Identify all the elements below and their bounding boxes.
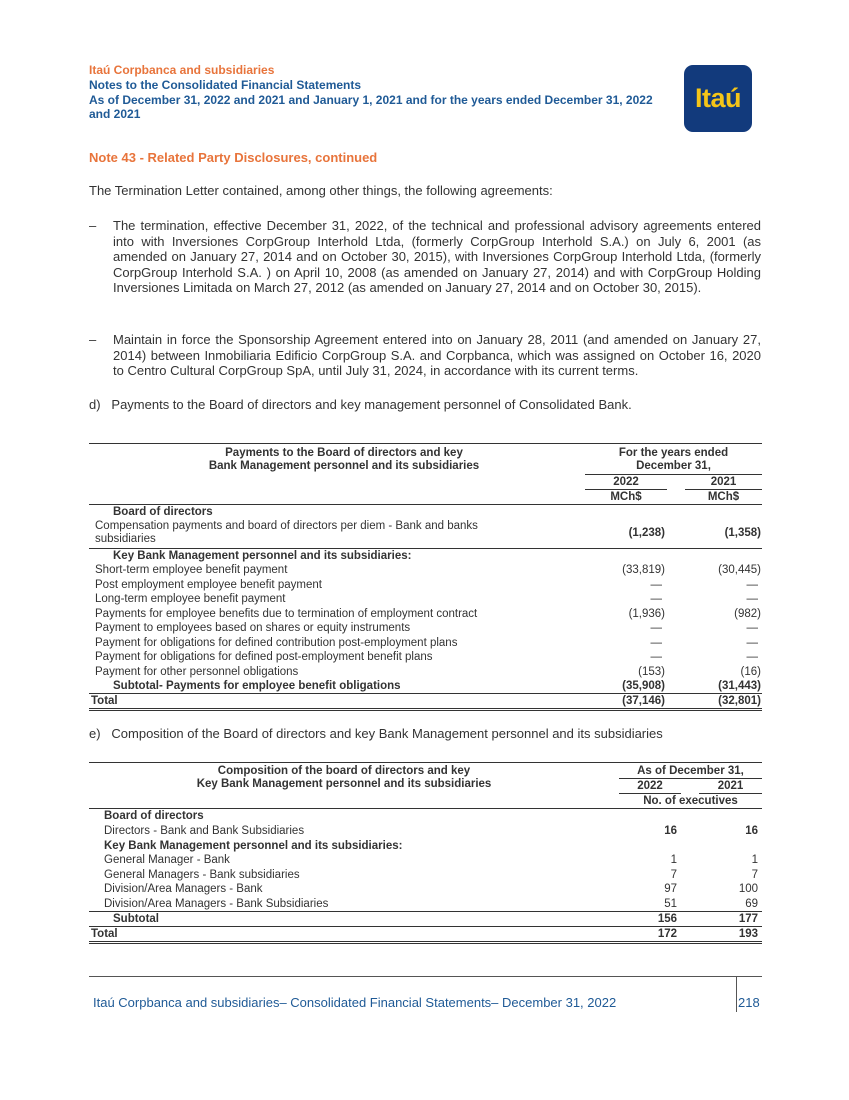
unit-header: No. of executives — [643, 795, 738, 807]
logo-text: Itaú — [694, 83, 741, 113]
table-section-heading — [89, 809, 762, 823]
row-label: Payment to employees based on shares or equity instruments — [95, 622, 411, 634]
value-2021: 193 — [738, 927, 758, 940]
table-rule — [89, 443, 762, 444]
header-text: Bank Management personnel and its subsidiaries — [208, 460, 480, 472]
section-label: Board of directors — [113, 506, 213, 518]
row-label: Payment for other personnel obligations — [95, 665, 299, 678]
header-period-line-2: and 2021 — [89, 107, 141, 121]
row-label: Payments for employee benefits due to termination of employment contract — [95, 607, 478, 620]
bullet-dash: – — [89, 218, 97, 233]
table-header-right — [585, 447, 762, 473]
row-label-line: Compensation payments and board of directors per diem - Bank and banks — [95, 520, 478, 532]
table-rule — [89, 941, 762, 942]
itau-logo — [684, 65, 752, 132]
footer-divider — [736, 976, 737, 1012]
value-2022: — — [650, 622, 662, 634]
row-label-line: subsidiaries — [95, 533, 156, 545]
table-row — [89, 853, 762, 867]
value-2021: 100 — [738, 883, 758, 895]
note-title: Note 43 - Related Party Disclosures, continued — [89, 150, 378, 165]
value-2022: 7 — [670, 868, 677, 881]
value-2021: 16 — [745, 825, 758, 837]
table-rule — [685, 489, 762, 490]
table-rule — [699, 793, 762, 794]
subtotal-row — [89, 679, 762, 693]
table-rule — [585, 489, 667, 490]
value-2022: (35,908) — [622, 680, 665, 692]
table-row — [89, 868, 762, 882]
header-text: Composition of the board of directors and key — [217, 765, 471, 777]
value-2022: (1,238) — [628, 527, 665, 539]
intro-paragraph: The Termination Letter contained, among other things, the following agreements: — [89, 183, 553, 198]
value-2021: (32,801) — [718, 695, 761, 707]
year-2022-header: 2022 — [637, 780, 663, 792]
row-label: Total — [91, 695, 118, 707]
year-2021-header: 2021 — [717, 780, 744, 792]
table-rule — [89, 710, 762, 711]
row-label: Subtotal — [113, 912, 159, 925]
row-label: Subtotal- Payments for employee benefit obligations — [113, 680, 401, 692]
value-2022: 16 — [664, 825, 677, 837]
header-text: Key Bank Management personnel and its subsidiaries — [196, 778, 492, 790]
header-org-name: Itaú Corpbanca and subsidiaries — [89, 63, 275, 77]
bullet-text: Maintain in force the Sponsorship Agreement entered into on January 28, 2011 (and amended on January 27, 2014) between Inmobiliaria Edificio CorpGroup S.A. and Corpbanca, which was assigned on October 16, 2020 to Centro Cultural CorpGroup SpA, until July 31, 2024, in accordance with its current terms. — [113, 332, 761, 378]
table-row — [89, 650, 762, 664]
table-header-right: As of December 31, — [637, 765, 744, 777]
value-2022: 1 — [670, 854, 677, 866]
table-row — [89, 882, 762, 896]
value-2021: (31,443) — [718, 680, 761, 692]
value-2022: 51 — [664, 897, 677, 910]
value-2022: — — [650, 636, 662, 649]
row-label: Division/Area Managers - Bank — [104, 883, 263, 895]
table-rule — [89, 708, 762, 709]
bullet-dash: – — [89, 332, 97, 347]
table-rule — [585, 474, 762, 475]
row-label: Long-term employee benefit payment — [95, 593, 286, 605]
section-label: Board of directors — [104, 810, 204, 822]
section-e-heading: e) Composition of the Board of directors and key Bank Management personnel and its subsidiaries — [89, 726, 663, 741]
value-2021: (16) — [740, 665, 761, 678]
value-2021: (982) — [734, 607, 761, 620]
row-label: Total — [91, 927, 118, 940]
row-label: General Managers - Bank subsidiaries — [104, 868, 300, 881]
value-2021: 177 — [738, 912, 758, 925]
table-row — [89, 665, 762, 679]
value-2021: (30,445) — [718, 564, 761, 576]
value-2022: (37,146) — [622, 695, 665, 707]
value-2021: 69 — [745, 897, 758, 910]
row-label: Payment for obligations for defined post-employment benefit plans — [95, 651, 433, 663]
table-row — [89, 578, 762, 592]
row-label: Directors - Bank and Bank Subsidiaries — [104, 825, 305, 837]
section-label: Key Bank Management personnel and its subsidiaries: — [104, 839, 403, 852]
table-section-heading — [89, 839, 762, 853]
table-rule — [619, 793, 681, 794]
header-text: Payments to the Board of directors and key — [225, 447, 463, 459]
table-rule — [619, 778, 762, 779]
value-2022: (153) — [638, 665, 665, 678]
table-rule — [89, 762, 762, 763]
row-label: General Manager - Bank — [104, 854, 230, 866]
bullet-item — [89, 332, 761, 379]
table-row — [89, 592, 762, 606]
value-2021: 7 — [751, 868, 758, 881]
value-2022: (33,819) — [622, 564, 665, 576]
value-2021: 1 — [751, 854, 758, 866]
value-2021: (1,358) — [724, 527, 761, 539]
table-header-left — [89, 765, 599, 791]
row-label: Post employment employee benefit payment — [95, 578, 322, 591]
value-2021: — — [746, 593, 758, 605]
section-label: Key Bank Management personnel and its subsidiaries: — [113, 550, 412, 562]
row-label: Division/Area Managers - Bank Subsidiaries — [104, 897, 329, 910]
composition-table — [89, 762, 762, 944]
row-label — [95, 520, 478, 546]
total-row — [89, 694, 762, 708]
bullet-text: The termination, effective December 31, 2022, of the technical and professional advisory agreements entered into with Inversiones CorpGroup Interhold Ltda, (formerly CorpGroup Interhold S.A.) on July 6, 2001 (as amended on January 27, 2014 and on October 30, 2015), with Inversiones CorpGroup Interhold Ltda, (formerly CorpGroup Interhold S.A. ) on April 10, 2008 (as amended on January 27, 2014) and with CorpGroup Holding Inversiones Limitada on March 27, 2012 (as amended on January 27, 2014 and on October 30, 2015). — [113, 218, 761, 295]
total-row — [89, 927, 762, 941]
table-row — [89, 519, 762, 547]
value-2021: — — [746, 636, 758, 649]
table-section-heading — [89, 505, 762, 519]
payments-table — [89, 443, 762, 711]
year-2022-header: 2022 — [613, 476, 639, 488]
footer-rule — [89, 976, 762, 977]
value-2021: — — [746, 651, 758, 663]
value-2022: 97 — [664, 883, 677, 895]
unit-2021-header: MCh$ — [707, 491, 740, 503]
value-2022: 156 — [657, 912, 677, 925]
footer-text: Itaú Corpbanca and subsidiaries– Consolidated Financial Statements– December 31, 2022 — [93, 995, 617, 1010]
page-number: 218 — [738, 995, 760, 1010]
value-2022: — — [650, 593, 662, 605]
year-2021-header: 2021 — [710, 476, 737, 488]
table-row — [89, 897, 762, 911]
row-label: Short-term employee benefit payment — [95, 564, 288, 576]
section-d-heading: d) Payments to the Board of directors and key management personnel of Consolidated Bank. — [89, 397, 632, 412]
value-2021: — — [746, 622, 758, 634]
subtotal-row — [89, 912, 762, 926]
unit-2022-header: MCh$ — [610, 491, 642, 503]
table-section-heading — [89, 549, 762, 563]
value-2022: — — [650, 651, 662, 663]
table-row — [89, 607, 762, 621]
row-label: Payment for obligations for defined contribution post-employment plans — [95, 636, 458, 649]
header-text: For the years ended — [618, 447, 729, 459]
table-header-left — [89, 447, 599, 473]
bullet-item — [89, 218, 761, 296]
table-row — [89, 563, 762, 577]
header-text: December 31, — [636, 460, 711, 472]
table-row — [89, 636, 762, 650]
table-row — [89, 621, 762, 635]
value-2021: — — [746, 578, 758, 591]
value-2022: (1,936) — [628, 607, 665, 620]
table-rule — [89, 943, 762, 944]
header-notes-title: Notes to the Consolidated Financial Statements — [89, 78, 362, 92]
value-2022: — — [650, 578, 662, 591]
header-period-line: As of December 31, 2022 and 2021 and January 1, 2021 and for the years ended December 31, 2022 — [89, 93, 653, 107]
table-row — [89, 824, 762, 838]
value-2022: 172 — [657, 927, 677, 940]
